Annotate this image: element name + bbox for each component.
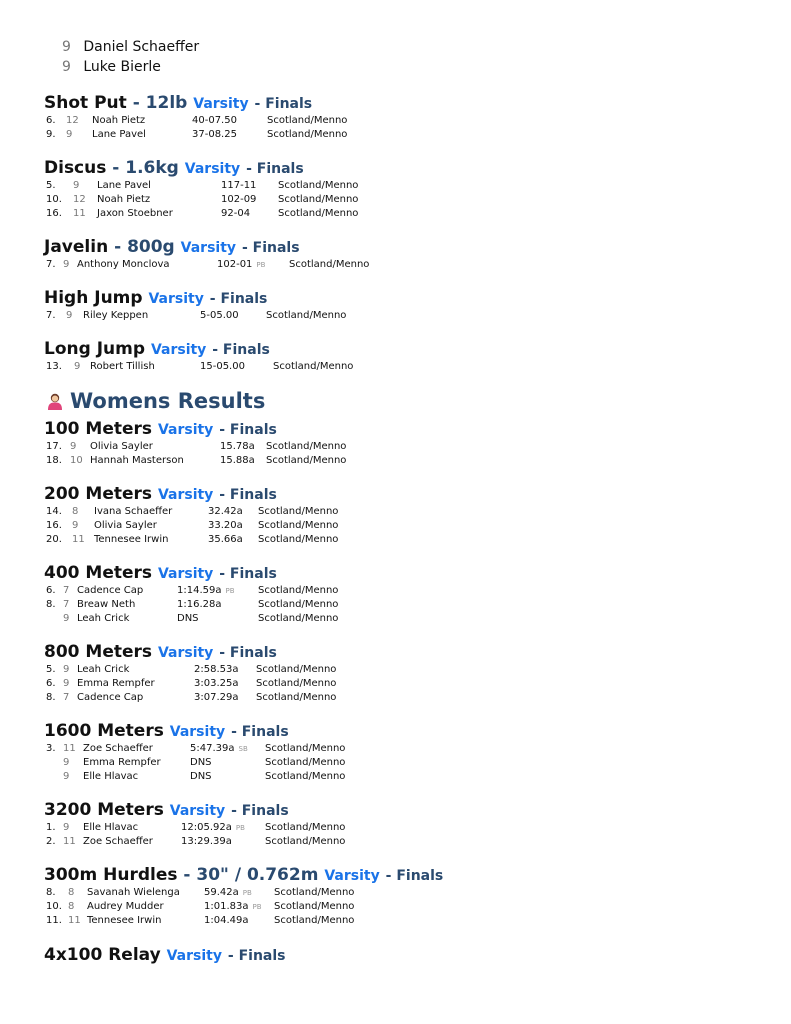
result-name: Leah Crick	[77, 664, 130, 675]
result-team: Scotland/Menno	[258, 599, 339, 610]
result-grade: 9	[66, 310, 73, 321]
result-place: 8.	[46, 887, 56, 898]
result-grade: 12	[73, 194, 86, 205]
result-row	[0, 743, 791, 757]
result-grade: 11	[72, 534, 85, 545]
result-grade: 9	[63, 822, 70, 833]
section-title: Womens Results	[70, 389, 266, 413]
event-spec: - 800g	[114, 237, 175, 257]
result-name: Lane Pavel	[92, 129, 146, 140]
result-row	[0, 115, 791, 129]
result-name: Olivia Sayler	[94, 520, 157, 531]
result-team: Scotland/Menno	[267, 129, 348, 140]
result-mark	[204, 887, 252, 898]
result-mark: 1:16.28a	[177, 599, 222, 610]
event-level: Varsity	[157, 645, 214, 661]
event-round: - Finals	[219, 566, 277, 582]
result-place: 10.	[46, 194, 62, 205]
result-mark: 102-09	[221, 194, 257, 205]
result-name: Emma Rempfer	[77, 678, 155, 689]
result-place: 17.	[46, 441, 62, 452]
result-place: 14.	[46, 506, 62, 517]
result-team: Scotland/Menno	[289, 259, 370, 270]
result-place: 20.	[46, 534, 62, 545]
event-title	[44, 339, 270, 359]
result-place: 8.	[46, 692, 56, 703]
event-title	[44, 563, 277, 583]
result-grade: 9	[63, 678, 70, 689]
record-badge: PB	[242, 889, 252, 897]
result-name: Noah Pietz	[92, 115, 146, 126]
result-mark: 37-08.25	[192, 129, 237, 140]
result-grade: 12	[66, 115, 79, 126]
event-round: - Finals	[254, 96, 313, 112]
event-name: 400 Meters	[44, 563, 153, 583]
result-grade: 11	[63, 743, 76, 754]
womens-results-heading	[46, 389, 265, 413]
result-row	[0, 822, 791, 836]
result-place: 16.	[46, 208, 62, 219]
result-row	[0, 506, 791, 520]
result-name: Noah Pietz	[97, 194, 151, 205]
result-row	[0, 678, 791, 692]
event-name: Long Jump	[44, 339, 146, 359]
mark-value: 5:47.39a	[190, 743, 235, 754]
result-grade: 9	[72, 520, 79, 531]
result-mark: 15.88a	[220, 455, 255, 466]
result-team: Scotland/Menno	[274, 915, 355, 926]
result-mark: 3:03.25a	[194, 678, 239, 689]
event-level: Varsity	[157, 566, 214, 582]
relay-member-row	[62, 39, 199, 55]
event-title	[44, 484, 277, 504]
result-grade: 9	[73, 180, 80, 191]
result-grade: 9	[74, 361, 81, 372]
event-title	[44, 237, 300, 257]
result-row	[0, 887, 791, 901]
result-team: Scotland/Menno	[265, 771, 346, 782]
result-place: 7.	[46, 310, 56, 321]
event-spec: - 12lb	[132, 93, 188, 113]
result-name: Tennesee Irwin	[87, 915, 162, 926]
result-row	[0, 664, 791, 678]
result-team: Scotland/Menno	[266, 441, 347, 452]
event-title	[44, 945, 286, 965]
event-title	[44, 642, 277, 662]
result-grade: 7	[63, 692, 70, 703]
result-place: 6.	[46, 115, 56, 126]
result-team: Scotland/Menno	[256, 664, 337, 675]
event-level: Varsity	[184, 161, 241, 177]
result-team: Scotland/Menno	[256, 692, 337, 703]
result-name: Cadence Cap	[77, 692, 144, 703]
event-round: - Finals	[246, 161, 304, 177]
event-name: 200 Meters	[44, 484, 153, 504]
result-mark: 35.66a	[208, 534, 243, 545]
result-row	[0, 915, 791, 929]
result-grade: 9	[63, 771, 70, 782]
result-mark: 2:58.53a	[194, 664, 239, 675]
event-title	[44, 800, 289, 820]
event-name: Shot Put	[44, 93, 127, 113]
result-name: Savanah Wielenga	[87, 887, 180, 898]
event-name: 800 Meters	[44, 642, 153, 662]
result-team: Scotland/Menno	[265, 757, 346, 768]
result-row	[0, 310, 791, 324]
result-grade: 9	[63, 613, 70, 624]
result-place: 7.	[46, 259, 56, 270]
result-name: Tennesee Irwin	[94, 534, 169, 545]
relay-member-row	[62, 59, 161, 75]
result-team: Scotland/Menno	[273, 361, 354, 372]
result-mark: 5-05.00	[200, 310, 239, 321]
event-round: - Finals	[219, 487, 277, 503]
result-name: Elle Hlavac	[83, 822, 139, 833]
result-mark	[177, 585, 235, 596]
result-mark: DNS	[190, 771, 212, 782]
result-mark: 40-07.50	[192, 115, 237, 126]
result-team: Scotland/Menno	[258, 613, 339, 624]
result-team: Scotland/Menno	[266, 310, 347, 321]
result-grade: 9	[70, 441, 77, 452]
result-place: 13.	[46, 361, 62, 372]
result-row	[0, 692, 791, 706]
result-mark: 13:29.39a	[181, 836, 232, 847]
result-mark	[190, 743, 248, 754]
event-title	[44, 419, 277, 439]
event-level: Varsity	[180, 240, 237, 256]
result-place: 6.	[46, 585, 56, 596]
result-row	[0, 901, 791, 915]
relay-member-grade: 9	[62, 39, 71, 55]
result-row	[0, 208, 791, 222]
result-team: Scotland/Menno	[258, 585, 339, 596]
relay-member-grade: 9	[62, 59, 71, 75]
result-place: 8.	[46, 599, 56, 610]
result-grade: 9	[66, 129, 73, 140]
result-place: 5.	[46, 664, 56, 675]
result-place: 1.	[46, 822, 56, 833]
event-name: 1600 Meters	[44, 721, 164, 741]
event-title	[44, 288, 267, 308]
event-round: - Finals	[231, 724, 289, 740]
event-name: 3200 Meters	[44, 800, 164, 820]
result-name: Zoe Schaeffer	[83, 836, 153, 847]
result-mark: 92-04	[221, 208, 251, 219]
event-round: - Finals	[227, 948, 286, 964]
woman-icon	[46, 392, 64, 410]
result-row	[0, 361, 791, 375]
result-team: Scotland/Menno	[278, 180, 359, 191]
result-grade: 9	[63, 259, 70, 270]
result-row	[0, 180, 791, 194]
result-team: Scotland/Menno	[274, 887, 355, 898]
result-grade: 11	[73, 208, 86, 219]
result-row	[0, 520, 791, 534]
event-spec: - 30" / 0.762m	[183, 865, 319, 885]
result-name: Jaxon Stoebner	[97, 208, 173, 219]
result-row	[0, 585, 791, 599]
result-row	[0, 757, 791, 771]
result-row	[0, 129, 791, 143]
event-level: Varsity	[324, 868, 380, 884]
result-row	[0, 771, 791, 785]
event-level: Varsity	[166, 948, 222, 964]
event-round: - Finals	[209, 291, 268, 307]
result-row	[0, 534, 791, 548]
result-mark: 33.20a	[208, 520, 243, 531]
result-name: Hannah Masterson	[90, 455, 184, 466]
event-round: - Finals	[219, 645, 277, 661]
result-row	[0, 441, 791, 455]
result-team: Scotland/Menno	[274, 901, 355, 912]
event-title	[44, 865, 443, 885]
event-level: Varsity	[150, 342, 207, 358]
result-grade: 11	[68, 915, 81, 926]
result-row	[0, 613, 791, 627]
result-team: Scotland/Menno	[258, 520, 339, 531]
event-round: - Finals	[212, 342, 270, 358]
result-grade: 11	[63, 836, 76, 847]
result-team: Scotland/Menno	[278, 194, 359, 205]
result-team: Scotland/Menno	[266, 455, 347, 466]
event-title	[44, 93, 312, 113]
record-badge: PB	[252, 903, 262, 911]
result-mark	[217, 259, 265, 270]
result-place: 6.	[46, 678, 56, 689]
result-name: Lane Pavel	[97, 180, 151, 191]
result-name: Zoe Schaeffer	[83, 743, 153, 754]
result-mark: 117-11	[221, 180, 257, 191]
event-level: Varsity	[169, 724, 226, 740]
result-grade: 9	[63, 757, 70, 768]
event-title	[44, 158, 304, 178]
event-title	[44, 721, 289, 741]
event-name: Discus	[44, 158, 107, 178]
result-team: Scotland/Menno	[278, 208, 359, 219]
record-badge: PB	[225, 587, 235, 595]
result-mark: DNS	[177, 613, 199, 624]
relay-member-name: Luke Bierle	[83, 59, 161, 75]
event-round: - Finals	[385, 868, 444, 884]
result-name: Anthony Monclova	[77, 259, 170, 270]
result-name: Riley Keppen	[83, 310, 149, 321]
event-spec: - 1.6kg	[112, 158, 179, 178]
result-grade: 8	[68, 887, 75, 898]
event-round: - Finals	[219, 422, 277, 438]
result-mark: 1:04.49a	[204, 915, 249, 926]
result-mark: DNS	[190, 757, 212, 768]
event-level: Varsity	[157, 487, 214, 503]
result-grade: 8	[72, 506, 79, 517]
mark-value: 1:01.83a	[204, 901, 249, 912]
result-place: 10.	[46, 901, 62, 912]
event-name: High Jump	[44, 288, 143, 308]
relay-member-name: Daniel Schaeffer	[83, 39, 200, 55]
result-mark: 15-05.00	[200, 361, 245, 372]
mark-value: 102-01	[217, 259, 253, 270]
result-place: 3.	[46, 743, 56, 754]
result-mark: 3:07.29a	[194, 692, 239, 703]
result-name: Olivia Sayler	[90, 441, 153, 452]
result-team: Scotland/Menno	[265, 822, 346, 833]
result-place: 11.	[46, 915, 62, 926]
mark-value: 59.42a	[204, 887, 239, 898]
result-team: Scotland/Menno	[265, 743, 346, 754]
result-name: Cadence Cap	[77, 585, 144, 596]
result-name: Leah Crick	[77, 613, 130, 624]
result-place: 5.	[46, 180, 56, 191]
event-name: 100 Meters	[44, 419, 153, 439]
result-team: Scotland/Menno	[265, 836, 346, 847]
record-badge: PB	[256, 261, 266, 269]
result-grade: 7	[63, 599, 70, 610]
result-team: Scotland/Menno	[256, 678, 337, 689]
result-mark: 15.78a	[220, 441, 255, 452]
result-row	[0, 836, 791, 850]
result-place: 2.	[46, 836, 56, 847]
event-round: - Finals	[231, 803, 289, 819]
result-place: 16.	[46, 520, 62, 531]
result-row	[0, 194, 791, 208]
result-team: Scotland/Menno	[267, 115, 348, 126]
result-name: Robert Tillish	[90, 361, 155, 372]
event-round: - Finals	[241, 240, 300, 256]
mark-value: 1:14.59a	[177, 585, 222, 596]
event-name: Javelin	[44, 237, 109, 257]
event-level: Varsity	[193, 96, 249, 112]
event-name: 4x100 Relay	[44, 945, 161, 965]
result-team: Scotland/Menno	[258, 534, 339, 545]
result-name: Breaw Neth	[77, 599, 136, 610]
result-row	[0, 259, 791, 273]
result-place: 9.	[46, 129, 56, 140]
result-grade: 10	[70, 455, 83, 466]
result-grade: 8	[68, 901, 75, 912]
result-grade: 9	[63, 664, 70, 675]
result-name: Ivana Schaeffer	[94, 506, 173, 517]
result-mark	[181, 822, 245, 833]
event-level: Varsity	[157, 422, 214, 438]
mark-value: 12:05.92a	[181, 822, 232, 833]
result-name: Audrey Mudder	[87, 901, 164, 912]
result-mark: 32.42a	[208, 506, 243, 517]
result-place: 18.	[46, 455, 62, 466]
result-name: Emma Rempfer	[83, 757, 161, 768]
event-name: 300m Hurdles	[44, 865, 178, 885]
event-level: Varsity	[169, 803, 226, 819]
event-level: Varsity	[148, 291, 204, 307]
result-row	[0, 599, 791, 613]
record-badge: SB	[238, 745, 248, 753]
result-name: Elle Hlavac	[83, 771, 139, 782]
result-row	[0, 455, 791, 469]
result-mark	[204, 901, 262, 912]
record-badge: PB	[235, 824, 245, 832]
result-team: Scotland/Menno	[258, 506, 339, 517]
result-grade: 7	[63, 585, 70, 596]
